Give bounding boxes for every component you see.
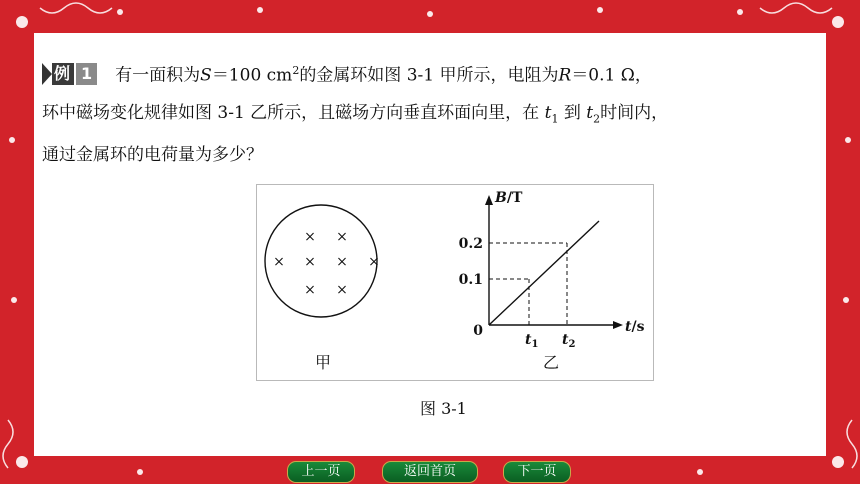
figure-box bbox=[256, 184, 654, 381]
figure-drawing bbox=[257, 185, 653, 380]
question-text: 的金属环如图 3-1 甲所示，电阻为 bbox=[299, 65, 559, 86]
question-text: 到 bbox=[563, 102, 581, 123]
x-axis-label: t/s bbox=[625, 319, 645, 335]
x-axis-arrow bbox=[613, 321, 623, 329]
example-badge bbox=[42, 63, 97, 85]
var-R: R bbox=[558, 65, 572, 86]
home-button[interactable]: 返回首页 bbox=[382, 461, 478, 483]
prev-page-button[interactable]: 上一页 bbox=[287, 461, 355, 483]
xtick-t2: $t_2$ bbox=[562, 332, 576, 350]
field-cross: × bbox=[336, 282, 348, 298]
next-page-button[interactable]: 下一页 bbox=[503, 461, 571, 483]
field-cross: × bbox=[368, 254, 380, 270]
xtick-t1: $t_1$ bbox=[525, 332, 539, 350]
badge-word: 例 bbox=[52, 63, 74, 85]
field-cross: × bbox=[304, 282, 316, 298]
y-axis-label: B/T bbox=[495, 190, 523, 206]
field-cross: × bbox=[304, 254, 316, 270]
badge-number: 1 bbox=[76, 63, 97, 85]
label-yi: 乙 bbox=[542, 353, 560, 372]
field-crosses bbox=[273, 229, 380, 298]
question-text: 有一面积为 bbox=[115, 65, 201, 86]
y-axis-arrow bbox=[485, 195, 493, 205]
var-t: t bbox=[544, 102, 552, 123]
triangle-icon bbox=[42, 63, 52, 85]
question-text: 通过金属环的电荷量为多少？ bbox=[42, 145, 263, 166]
label-jia: 甲 bbox=[314, 353, 332, 372]
field-cross: × bbox=[336, 254, 348, 270]
question-paragraph bbox=[42, 52, 822, 174]
b-t-line bbox=[489, 221, 599, 325]
ytick-label: 0.2 bbox=[458, 236, 483, 252]
question-text: 时间内， bbox=[600, 102, 669, 123]
var-S: S bbox=[200, 65, 212, 86]
origin-label: 0 bbox=[473, 323, 483, 339]
field-cross: × bbox=[273, 254, 285, 270]
field-cross: × bbox=[336, 229, 348, 245]
subscript: 1 bbox=[551, 112, 559, 126]
ytick-label: 0.1 bbox=[458, 272, 483, 288]
question-text: ＝0.1 Ω， bbox=[571, 65, 652, 86]
subscript: 2 bbox=[593, 112, 601, 126]
field-cross: × bbox=[304, 229, 316, 245]
question-text: 环中磁场变化规律如图 3-1 乙所示，且磁场方向垂直环面向里，在 bbox=[42, 102, 540, 123]
question-text: ＝100 cm bbox=[211, 65, 293, 86]
superscript: 2 bbox=[292, 64, 300, 77]
figure-caption: 图 3-1 bbox=[420, 399, 467, 418]
var-t: t bbox=[586, 102, 594, 123]
